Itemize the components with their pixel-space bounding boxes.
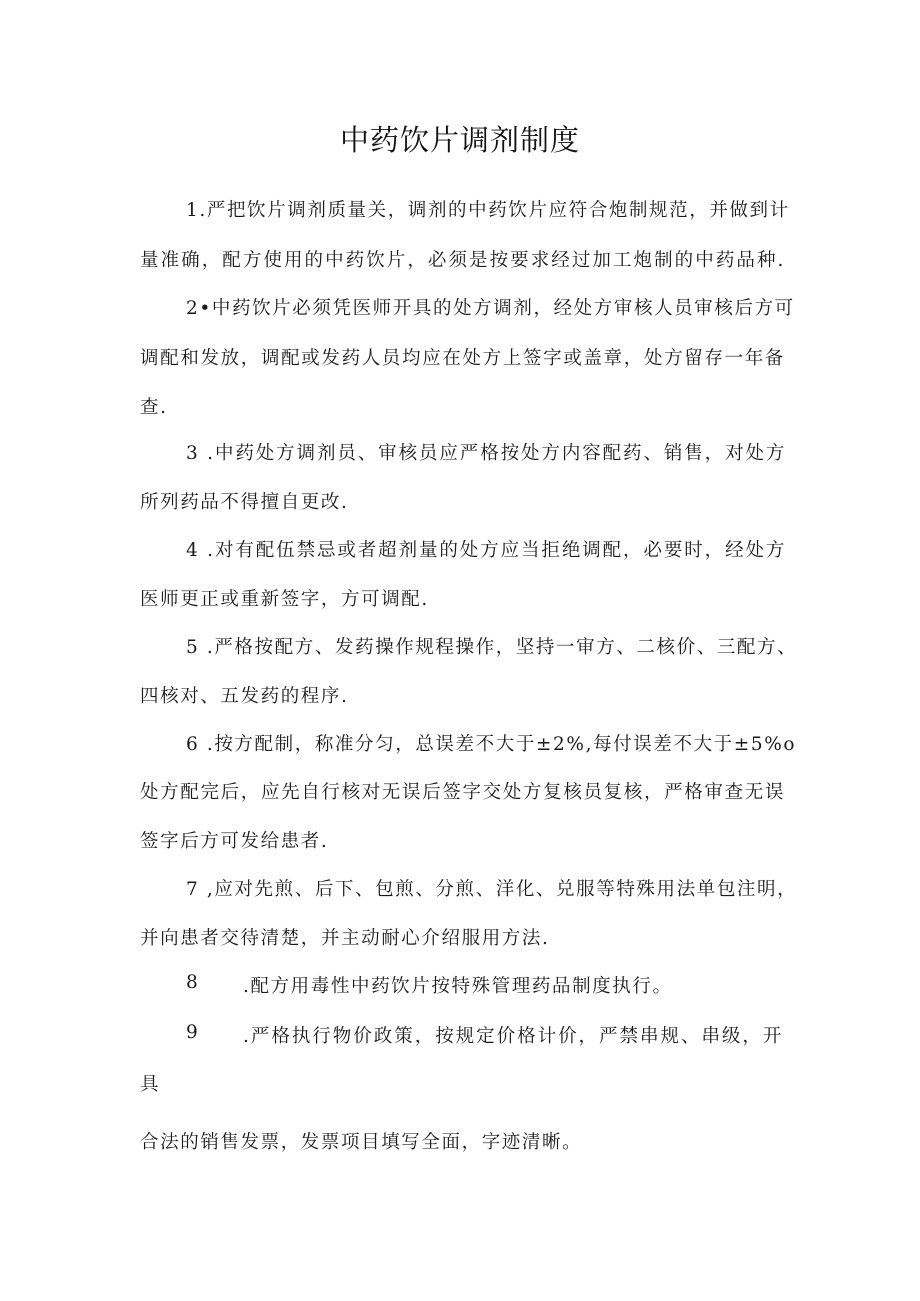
- paragraph-line: 2•中药饮片必须凭医师开具的处方调剂，经处方审核人员审核后方可: [186, 298, 795, 319]
- paragraph-line: 所列药品不得擅自更改.: [140, 492, 349, 513]
- paragraph-line: 并向患者交待清楚，并主动耐心介绍服用方法.: [140, 928, 550, 949]
- paragraph-line: 处方配完后，应先自行核对无误后签字交处方复核员复核，严格审查无误: [140, 782, 785, 803]
- paragraph-line: 签字后方可发给患者.: [140, 831, 329, 852]
- paragraph-line: 调配和发放，调配或发药人员均应在处方上签字或盖章，处方留存一年备: [140, 348, 785, 369]
- paragraph-line: .配方用毒性中药饮片按特殊管理药品制度执行。: [243, 976, 673, 997]
- paragraph-line: 3 .中药处方调剂员、审核员应严格按处方内容配药、销售，对处方: [186, 443, 786, 464]
- paragraph-line: 查.: [140, 397, 168, 418]
- paragraph-line: 4 .对有配伍禁忌或者超剂量的处方应当拒绝调配，必要时，经处方: [186, 540, 786, 561]
- paragraph-line: 医师更正或重新签字，方可调配.: [140, 589, 429, 610]
- page-title: 中药饮片调剂制度: [339, 123, 580, 157]
- paragraph-line: 5 .严格按配方、发药操作规程操作，坚持一审方、二核价、三配方、: [186, 637, 798, 658]
- paragraph-line: 合法的销售发票，发票项目填写全面，字迹清晰。: [140, 1132, 583, 1153]
- item-number: 9: [186, 1022, 200, 1043]
- paragraph-line: 具: [140, 1074, 161, 1095]
- paragraph-line: 1.严把饮片调剂质量关，调剂的中药饮片应符合炮制规范，并做到计: [186, 200, 790, 221]
- paragraph-line: 7 ,应对先煎、后下、包煎、分煎、洋化、兑服等特殊用法单包注明，: [186, 879, 798, 900]
- paragraph-line: 6 .按方配制，称准分匀，总误差不大于±2%,每付误差不大于±5%o: [186, 734, 797, 755]
- paragraph-line: 四核对、五发药的程序.: [140, 686, 349, 707]
- paragraph-line: .严格执行物价政策，按规定价格计价，严禁串规、串级，开: [243, 1026, 783, 1047]
- item-number: 8: [186, 972, 200, 993]
- paragraph-line: 量准确，配方使用的中药饮片，必须是按要求经过加工炮制的中药品种.: [140, 250, 785, 271]
